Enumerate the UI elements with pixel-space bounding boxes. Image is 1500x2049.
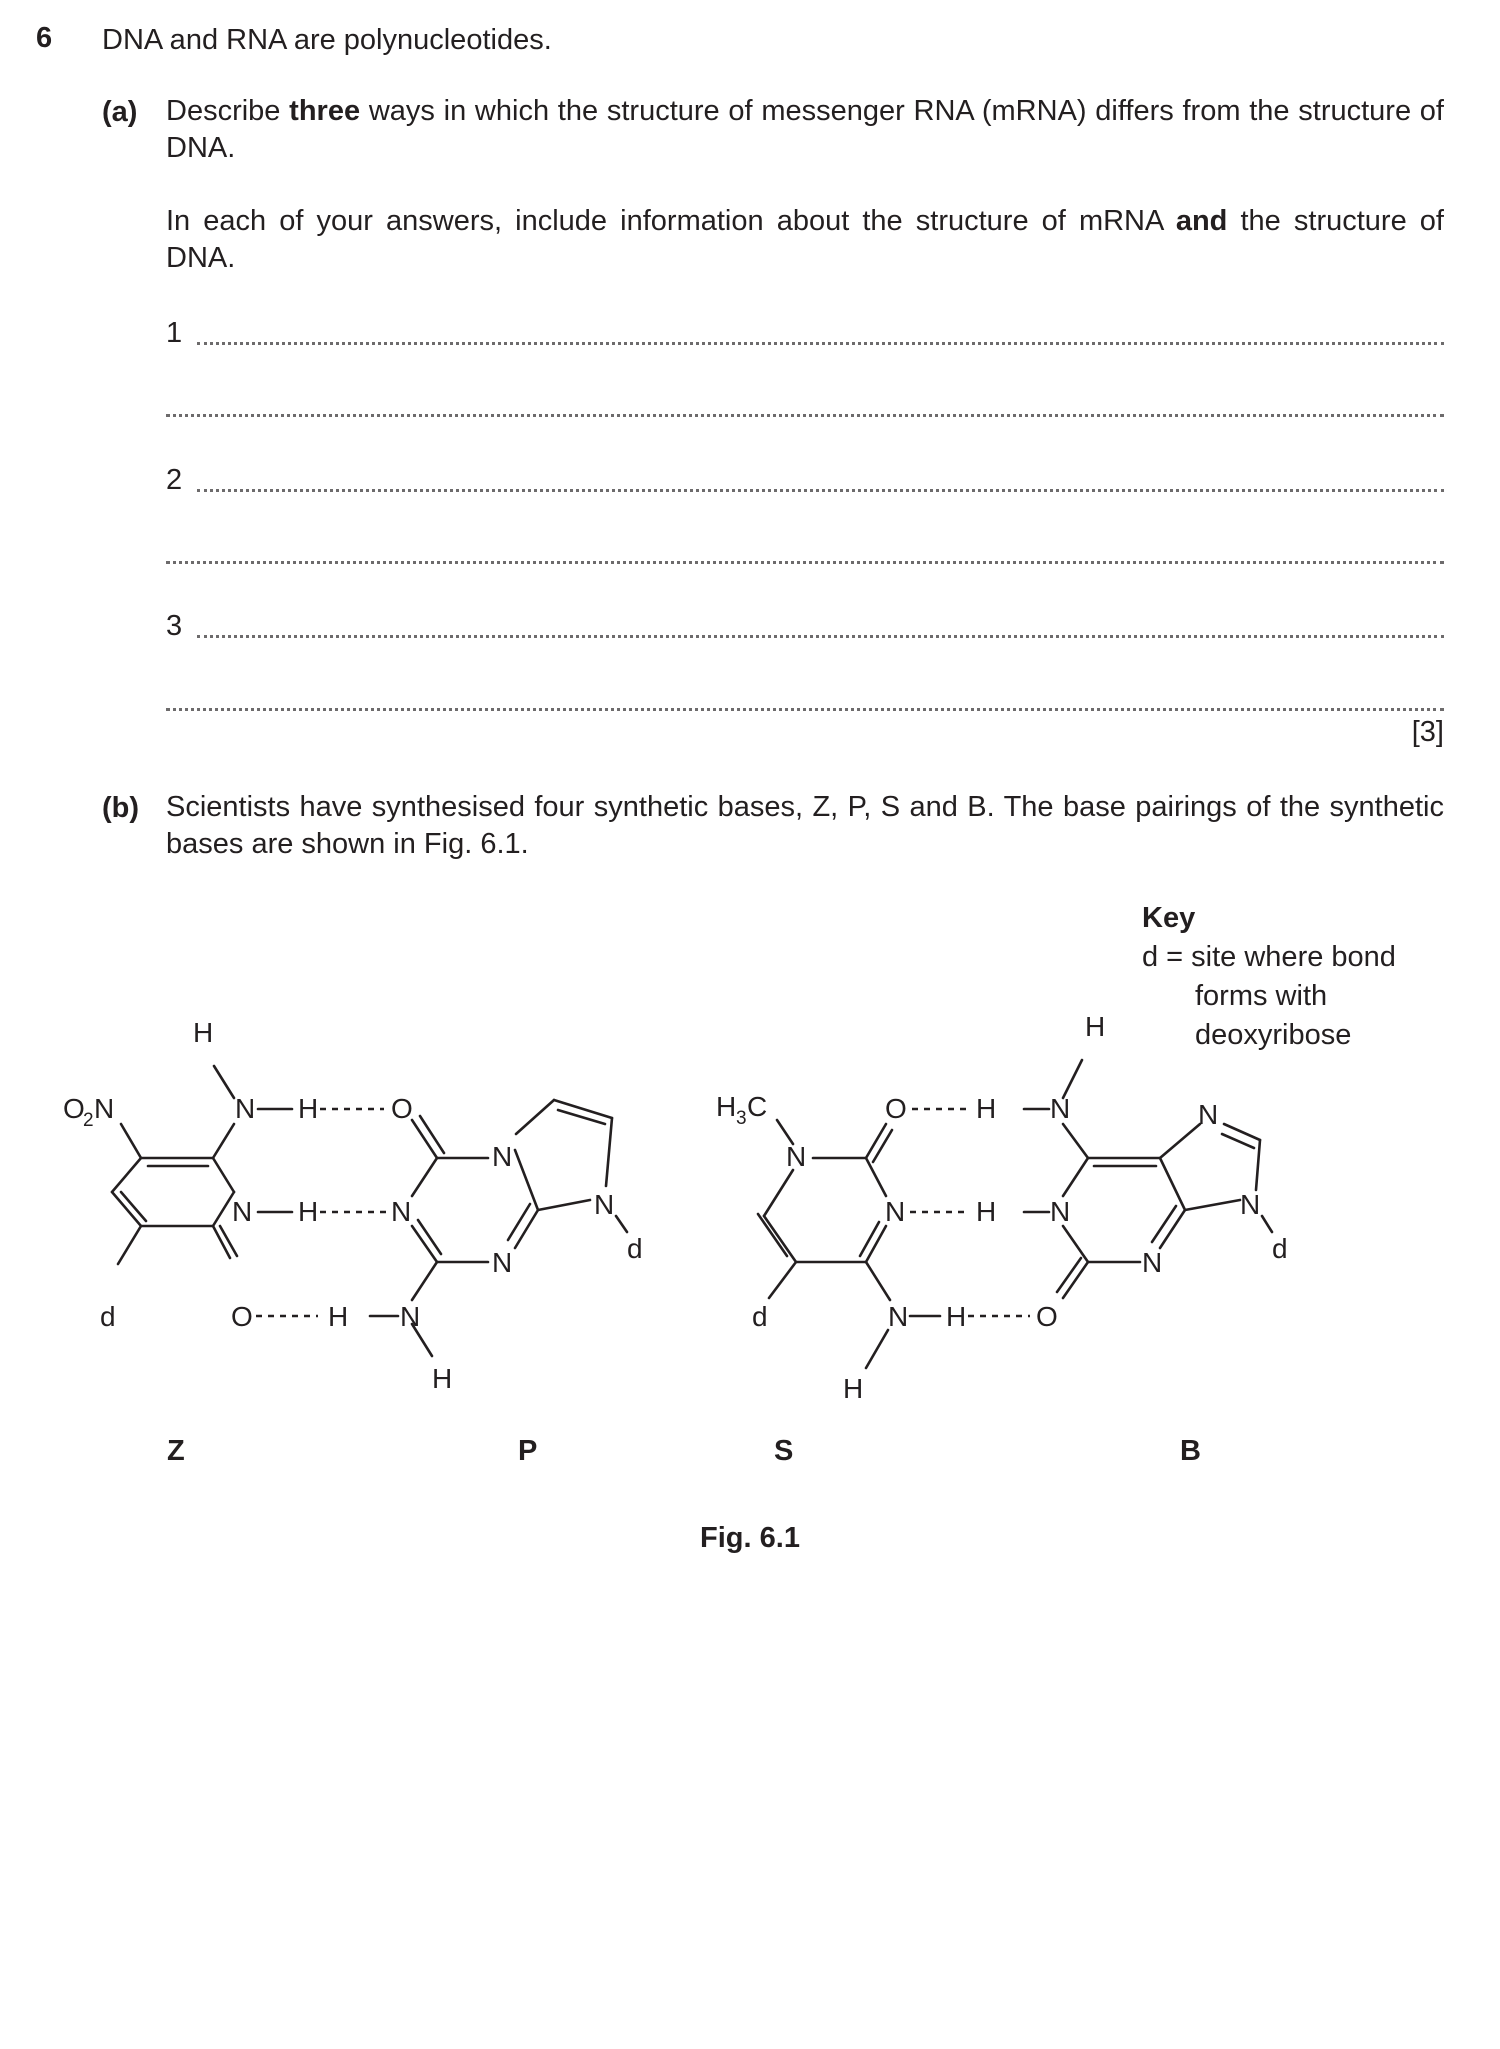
- figure-caption: Fig. 6.1: [700, 1522, 800, 1554]
- bond-p-9: [606, 1118, 612, 1186]
- bond-b-4: [1063, 1226, 1088, 1262]
- bond-p-2: [412, 1158, 437, 1196]
- bond-p-co: [412, 1120, 437, 1158]
- b-h-top: H: [1085, 1011, 1106, 1042]
- bond-s-5: [764, 1216, 796, 1262]
- bond-b-1: [1063, 1124, 1088, 1158]
- bond-s-5b: [758, 1214, 787, 1256]
- bond-s-co-b: [873, 1130, 892, 1162]
- answer-number-3: 3: [166, 610, 183, 642]
- bond-p-7: [516, 1100, 554, 1134]
- s-o-top: O: [885, 1093, 907, 1124]
- bond-z-co-b: [220, 1226, 237, 1256]
- bond-b-10: [1256, 1140, 1260, 1190]
- z-h-2: H: [298, 1196, 319, 1227]
- question-stem: DNA and RNA are polynucleotides.: [102, 24, 552, 56]
- p-d: d: [627, 1233, 643, 1264]
- bond-s-nh: [866, 1262, 890, 1300]
- s-h3c-h: H: [716, 1091, 737, 1122]
- b-n-ring: N: [1142, 1247, 1163, 1278]
- label-b: B: [1180, 1435, 1201, 1467]
- bond-p-8: [554, 1100, 612, 1118]
- key-title: Key: [1142, 902, 1196, 934]
- b-n-top: N: [1050, 1093, 1071, 1124]
- bond-b-6b: [1152, 1206, 1176, 1242]
- b-d: d: [1272, 1233, 1288, 1264]
- bond-b-7: [1160, 1158, 1185, 1210]
- part-a-text-2: ways in which the structure of messenger RNA (mRNA) differs from the structure of DNA.: [166, 95, 1444, 164]
- bond-s-d: [769, 1262, 796, 1298]
- z-h-1: H: [298, 1093, 319, 1124]
- b-n-imid-top: N: [1198, 1099, 1219, 1130]
- p-n-nh2: N: [400, 1301, 421, 1332]
- bond-z-c-nh2: [213, 1124, 234, 1158]
- bond-b-d: [1262, 1216, 1272, 1232]
- base-labels: [167, 1435, 1201, 1467]
- bond-b-11: [1185, 1200, 1240, 1210]
- key-line-3: deoxyribose: [1195, 1019, 1352, 1051]
- bond-s-3: [866, 1226, 886, 1262]
- bond-s-nh-h: [866, 1330, 888, 1368]
- bond-p-6: [515, 1210, 538, 1248]
- hydrogen-bonds: [256, 1109, 1030, 1316]
- label-p: P: [518, 1435, 538, 1467]
- part-b-text: Scientists have synthesised four synthetic bases, Z, P, S and B. The base pairings of the synthetic bases are shown in Fig. 6.1.: [166, 791, 1444, 860]
- bond-p-6b: [508, 1204, 530, 1240]
- z-o-bottom: O: [231, 1301, 253, 1332]
- bond-p-8b: [558, 1110, 605, 1124]
- label-s: S: [774, 1435, 794, 1467]
- bond-p-3b: [418, 1220, 441, 1254]
- bond-z-d: [118, 1226, 141, 1264]
- z-o2n-n: N: [94, 1093, 115, 1124]
- key-line-1: d = site where bond: [1142, 941, 1396, 973]
- s-n-mid: N: [885, 1196, 906, 1227]
- s-h-bottom: H: [843, 1373, 864, 1404]
- marks-allocation: [3]: [1411, 716, 1444, 748]
- p-n-left: N: [391, 1196, 412, 1227]
- s-h3c-c: C: [747, 1091, 768, 1122]
- bond-p-10: [538, 1200, 590, 1210]
- bond-b-8: [1160, 1124, 1200, 1158]
- bond-s-co: [866, 1124, 886, 1158]
- bond-z-nh-h: [214, 1066, 234, 1098]
- instruction-bold: and: [1175, 205, 1228, 237]
- answer-number-2: 2: [166, 464, 183, 496]
- z-n-top: N: [235, 1093, 256, 1124]
- p-o-top: O: [391, 1093, 413, 1124]
- instruction-text-1: In each of your answers, include information about the structure of mRNA: [166, 205, 1176, 237]
- part-a-bold: three: [289, 95, 361, 127]
- part-a-text-1: Describe: [166, 95, 290, 127]
- p-h-nh: H: [328, 1301, 349, 1332]
- p-n-imid: N: [594, 1189, 615, 1220]
- bond-s-3b: [860, 1222, 879, 1256]
- base-z-structure: [112, 1066, 292, 1264]
- s-n-bottom: N: [888, 1301, 909, 1332]
- z-o2n-o: O: [63, 1093, 85, 1124]
- b-n-imid: N: [1240, 1189, 1261, 1220]
- b-o-bottom: O: [1036, 1301, 1058, 1332]
- bond-s-2: [866, 1158, 886, 1196]
- atom-labels: [63, 1011, 1288, 1404]
- z-h-top: H: [193, 1017, 214, 1048]
- label-z: Z: [167, 1435, 185, 1467]
- p-n-ring-top: N: [492, 1141, 513, 1172]
- z-o2n-sub: 2: [83, 1110, 94, 1131]
- s-h3c-sub: 3: [736, 1108, 747, 1129]
- s-n-ring: N: [786, 1141, 807, 1172]
- bond-p-co-b: [420, 1116, 444, 1153]
- bond-s-6: [764, 1170, 793, 1216]
- part-a-label: (a): [102, 96, 138, 128]
- answer-number-1: 1: [166, 317, 183, 349]
- b-h-1: H: [976, 1093, 997, 1124]
- bond-b-3: [1063, 1158, 1088, 1196]
- bond-p-nh2: [412, 1262, 437, 1300]
- bond-z-5: [112, 1158, 141, 1192]
- b-h-2: H: [976, 1196, 997, 1227]
- z-n-mid: N: [232, 1196, 253, 1227]
- bond-b-6: [1160, 1210, 1185, 1248]
- instruction-text-2: the structure of DNA.: [166, 205, 1444, 274]
- s-h-bottom-bond: H: [946, 1301, 967, 1332]
- s-d: d: [752, 1301, 768, 1332]
- bond-p-5: [515, 1150, 538, 1210]
- p-n-ring-bottom: N: [492, 1247, 513, 1278]
- b-n-mid: N: [1050, 1196, 1071, 1227]
- z-d: d: [100, 1301, 116, 1332]
- bond-z-1: [213, 1158, 234, 1192]
- key-line-2: forms with: [1195, 980, 1328, 1012]
- question-number: 6: [36, 22, 53, 54]
- p-h-bottom: H: [432, 1363, 453, 1394]
- bond-p-d: [616, 1216, 627, 1232]
- bond-z-2: [213, 1192, 234, 1226]
- part-b-label: (b): [102, 792, 140, 824]
- bond-z-no2: [121, 1124, 141, 1158]
